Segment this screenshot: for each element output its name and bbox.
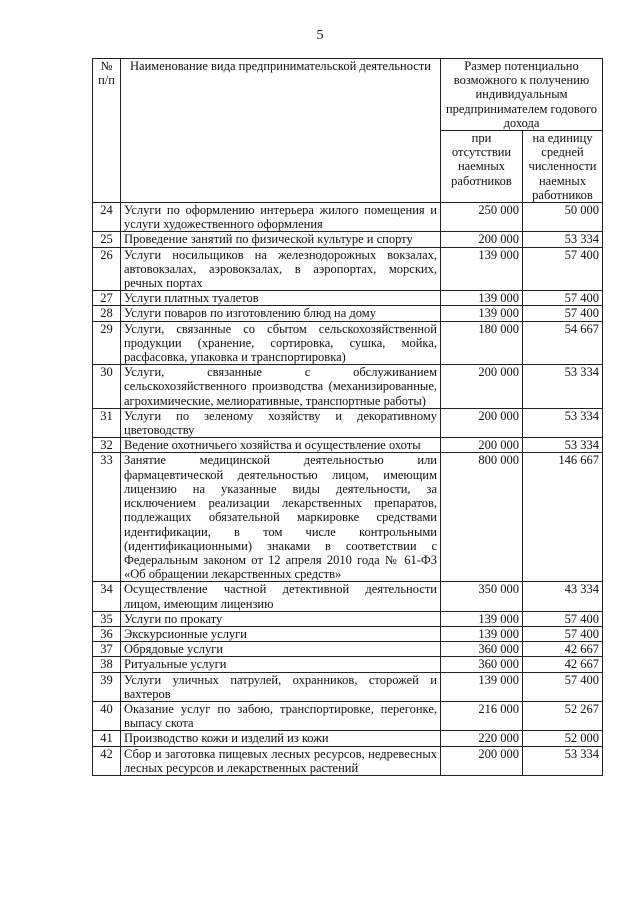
row-income-without-employees: 139 000	[441, 247, 523, 291]
table-row	[93, 203, 603, 232]
row-activity-name: Экскурсионные услуги	[121, 626, 441, 641]
row-number: 42	[93, 746, 121, 775]
table-row	[93, 746, 603, 775]
table-row	[93, 321, 603, 365]
table-row	[93, 365, 603, 409]
row-number: 33	[93, 453, 121, 582]
row-number: 31	[93, 408, 121, 437]
row-income-without-employees: 200 000	[441, 746, 523, 775]
row-income-per-employee: 42 667	[523, 642, 603, 657]
row-income-without-employees: 139 000	[441, 611, 523, 626]
row-income-without-employees: 216 000	[441, 701, 523, 730]
header-per-employee-unit: на единицу средней численности наемных работников	[523, 131, 603, 203]
row-income-without-employees: 200 000	[441, 365, 523, 409]
row-number: 28	[93, 306, 121, 321]
row-number: 36	[93, 626, 121, 641]
table-row	[93, 408, 603, 437]
row-activity-name: Услуги, связанные с обслуживанием сельскохозяйственного производства (механизированные, агрохимические, мелиоративные, транспортные работы)	[121, 365, 441, 409]
row-activity-name: Услуги уличных патрулей, охранников, сторожей и вахтеров	[121, 672, 441, 701]
row-income-without-employees: 800 000	[441, 453, 523, 582]
activity-income-table	[92, 58, 603, 776]
row-activity-name: Производство кожи и изделий из кожи	[121, 731, 441, 746]
header-income-size: Размер потенциально возможного к получению индивидуальным предпринимателем годового дохода	[441, 59, 603, 131]
table-row	[93, 453, 603, 582]
row-income-per-employee: 52 000	[523, 731, 603, 746]
row-income-per-employee: 57 400	[523, 247, 603, 291]
row-income-per-employee: 53 334	[523, 746, 603, 775]
row-number: 39	[93, 672, 121, 701]
row-income-per-employee: 57 400	[523, 672, 603, 701]
row-number: 32	[93, 438, 121, 453]
row-number: 30	[93, 365, 121, 409]
row-number: 34	[93, 582, 121, 611]
row-income-per-employee: 53 334	[523, 365, 603, 409]
row-income-per-employee: 53 334	[523, 232, 603, 247]
row-income-per-employee: 57 400	[523, 291, 603, 306]
row-income-per-employee: 50 000	[523, 203, 603, 232]
row-income-without-employees: 200 000	[441, 438, 523, 453]
row-income-without-employees: 250 000	[441, 203, 523, 232]
row-income-per-employee: 52 267	[523, 701, 603, 730]
row-number: 26	[93, 247, 121, 291]
row-number: 25	[93, 232, 121, 247]
row-income-without-employees: 350 000	[441, 582, 523, 611]
row-income-per-employee: 57 400	[523, 626, 603, 641]
table-row	[93, 232, 603, 247]
row-income-per-employee: 57 400	[523, 306, 603, 321]
row-activity-name: Ведение охотничьего хозяйства и осуществление охоты	[121, 438, 441, 453]
row-activity-name: Ритуальные услуги	[121, 657, 441, 672]
table-header	[93, 59, 603, 203]
row-number: 27	[93, 291, 121, 306]
row-number: 41	[93, 731, 121, 746]
row-number: 35	[93, 611, 121, 626]
row-number: 40	[93, 701, 121, 730]
table-row	[93, 731, 603, 746]
row-income-without-employees: 139 000	[441, 672, 523, 701]
row-income-without-employees: 139 000	[441, 626, 523, 641]
row-income-without-employees: 360 000	[441, 657, 523, 672]
row-income-per-employee: 43 334	[523, 582, 603, 611]
table-row	[93, 657, 603, 672]
row-activity-name: Оказание услуг по забою, транспортировке, перегонке, выпасу скота	[121, 701, 441, 730]
table-row	[93, 642, 603, 657]
page-number: 5	[316, 28, 324, 43]
row-activity-name: Услуги носильщиков на железнодорожных вокзалах, автовокзалах, аэровокзалах, в аэропортах, морских, речных портах	[121, 247, 441, 291]
row-income-per-employee: 54 667	[523, 321, 603, 365]
row-number: 29	[93, 321, 121, 365]
table-row	[93, 306, 603, 321]
header-number: № п/п	[93, 59, 121, 203]
row-income-per-employee: 53 334	[523, 438, 603, 453]
table-row	[93, 291, 603, 306]
row-number: 37	[93, 642, 121, 657]
row-income-without-employees: 360 000	[441, 642, 523, 657]
row-income-per-employee: 53 334	[523, 408, 603, 437]
row-income-without-employees: 220 000	[441, 731, 523, 746]
row-activity-name: Услуги по прокату	[121, 611, 441, 626]
row-activity-name: Услуги по оформлению интерьера жилого помещения и услуги художественного оформления	[121, 203, 441, 232]
table-body	[93, 203, 603, 776]
row-activity-name: Осуществление частной детективной деятельности лицом, имеющим лицензию	[121, 582, 441, 611]
row-income-without-employees: 200 000	[441, 232, 523, 247]
row-income-without-employees: 180 000	[441, 321, 523, 365]
table-row	[93, 626, 603, 641]
table-row	[93, 247, 603, 291]
header-activity-name: Наименование вида предпринимательской деятельности	[121, 59, 441, 203]
row-activity-name: Обрядовые услуги	[121, 642, 441, 657]
table-row	[93, 582, 603, 611]
row-activity-name: Проведение занятий по физической культуре и спорту	[121, 232, 441, 247]
row-income-without-employees: 139 000	[441, 306, 523, 321]
table-row	[93, 672, 603, 701]
table-row	[93, 701, 603, 730]
row-number: 38	[93, 657, 121, 672]
row-activity-name: Услуги поваров по изготовлению блюд на дому	[121, 306, 441, 321]
table-row	[93, 611, 603, 626]
table-row	[93, 438, 603, 453]
row-activity-name: Услуги по зеленому хозяйству и декоративному цветоводству	[121, 408, 441, 437]
row-income-per-employee: 57 400	[523, 611, 603, 626]
row-activity-name: Занятие медицинской деятельностью или фармацевтической деятельностью лицом, имеющим лицензию на указанные виды деятельности, за исключением реализации лекарственных препаратов, подлежащих обязательной маркировке средствами идентификации, в том числе контрольными (идентификационными) знаками в соответствии с Федеральным законом от 12 апреля 2010 года № 61-ФЗ «Об обращении лекарственных средств»	[121, 453, 441, 582]
row-income-without-employees: 139 000	[441, 291, 523, 306]
row-income-without-employees: 200 000	[441, 408, 523, 437]
row-activity-name: Услуги, связанные со сбытом сельскохозяйственной продукции (хранение, сортировка, сушка, мойка, расфасовка, упаковка и транспортировка)	[121, 321, 441, 365]
header-without-employees: при отсутствии наемных работников	[441, 131, 523, 203]
row-activity-name: Сбор и заготовка пищевых лесных ресурсов, недревесных лесных ресурсов и лекарственных растений	[121, 746, 441, 775]
row-activity-name: Услуги платных туалетов	[121, 291, 441, 306]
row-number: 24	[93, 203, 121, 232]
row-income-per-employee: 146 667	[523, 453, 603, 582]
row-income-per-employee: 42 667	[523, 657, 603, 672]
